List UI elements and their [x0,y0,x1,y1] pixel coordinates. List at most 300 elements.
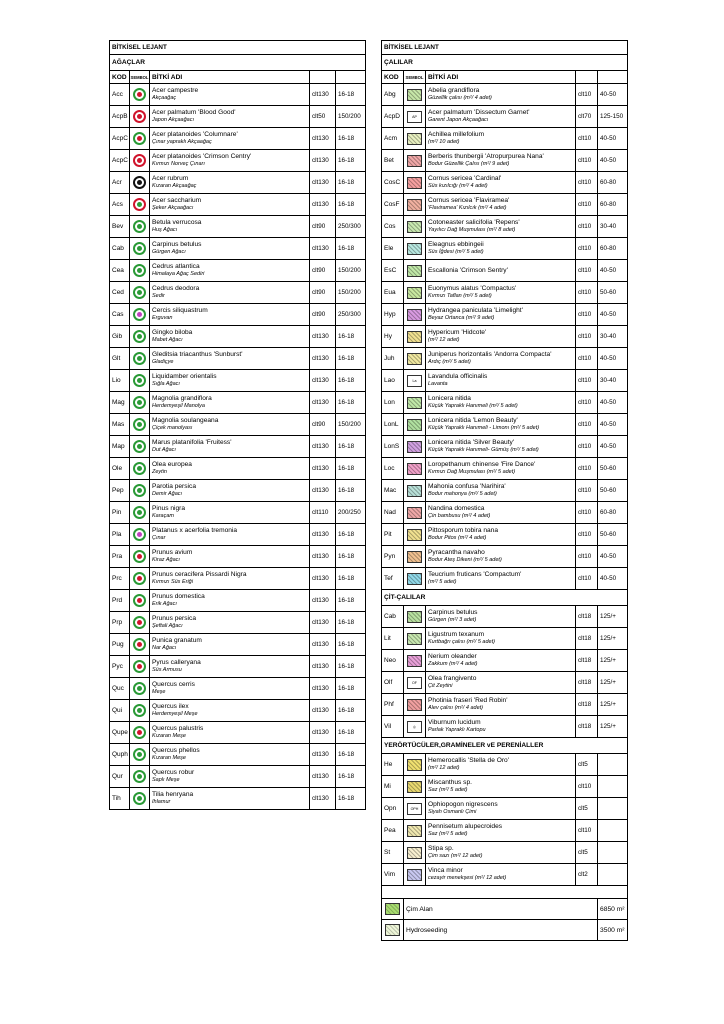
common-name: Japon Akçaağacı [152,116,194,123]
plant-name-cell [150,260,310,282]
plant-code: Mac [382,480,404,502]
tree-symbol-icon [133,154,146,167]
tree-symbol-center-icon [137,202,142,207]
plant-height: 40-50 [598,546,628,568]
plant-row [110,568,366,590]
plant-height: 16-18 [336,326,366,348]
scientific-name: Vinca minor [428,867,463,875]
plant-name-cell [426,370,576,392]
plant-code: Pin [110,502,130,524]
plant-row [110,634,366,656]
plant-symbol-cell [404,414,426,436]
plant-name-cell [150,480,310,502]
scientific-name: Eleagnus ebbingeii [428,241,484,249]
container-size: clt90 [310,304,336,326]
plant-symbol-cell [404,546,426,568]
hatch-swatch-icon [407,331,422,343]
common-name: Şeftali Ağacı [152,622,183,629]
plant-symbol-cell [404,370,426,392]
plant-height: 40-50 [598,304,628,326]
plant-height: 30-40 [598,326,628,348]
plant-name-header: BİTKİ ADI [426,71,576,84]
area-value: 3500 m² [598,920,628,941]
common-name: Çınar [152,534,166,541]
tree-symbol-center-icon [137,356,142,361]
common-name: Çiçek manolyası [152,424,193,431]
plant-code: Pla [110,524,130,546]
plant-height: 50-60 [598,480,628,502]
common-name: Parlak Yapraklı Kartopu [428,726,486,733]
plant-name-cell [150,766,310,788]
plant-symbol-icon: La [407,375,422,387]
plant-name-cell [426,150,576,172]
hatch-swatch-icon [407,529,422,541]
plant-symbol-cell [130,326,150,348]
common-name: Siyah Osmanlı Çimi [428,808,477,815]
plant-name-cell [426,568,576,590]
symbol-header: SEMBOL [130,71,150,84]
plant-name-cell [150,722,310,744]
plant-row [110,458,366,480]
plant-row [110,678,366,700]
common-name: cezayir menekşesi (m²/ 12 adet) [428,874,507,881]
common-name: Saplı Meşe [152,776,180,783]
plant-code: Mi [382,776,404,798]
tree-symbol-icon [133,506,146,519]
tree-symbol-icon [133,286,146,299]
plant-height: 40-50 [598,392,628,414]
tree-symbol-center-icon [137,444,142,449]
plant-height: 30-40 [598,370,628,392]
container-size: clt130 [310,678,336,700]
plant-row [382,458,628,480]
plant-code: LonL [382,414,404,436]
container-size: clt18 [576,716,598,738]
plant-row [382,150,628,172]
tree-symbol-center-icon [137,488,142,493]
tree-symbol-center-icon [137,554,142,559]
common-name: Kırmızı Norveç Çınarı [152,160,205,167]
plant-row [382,282,628,304]
plant-symbol-cell [404,694,426,716]
plant-height: 16-18 [336,238,366,260]
plant-code: He [382,754,404,776]
tree-symbol-icon [133,330,146,343]
tree-symbol-icon [133,748,146,761]
plant-code: Pug [110,634,130,656]
plant-symbol-cell [130,568,150,590]
plant-height: 150/200 [336,282,366,304]
plant-code: Mag [110,392,130,414]
scientific-name: Euonymus alatus 'Compactus' [428,285,517,293]
common-name: Saz (m²/ 5 adet) [428,786,468,793]
plant-symbol-cell [130,502,150,524]
plant-row [382,392,628,414]
plant-height: 125/+ [598,672,628,694]
scientific-name: Quercus robur [152,769,195,777]
container-size: clt2 [576,864,598,886]
plant-code: Lit [382,628,404,650]
plant-symbol-cell [404,606,426,628]
common-name: Sedir [152,292,165,299]
section-row [382,590,628,606]
plant-symbol-cell [404,326,426,348]
common-name: (m²/ 12 adet) [428,764,460,771]
plant-code: Pyc [110,656,130,678]
scientific-name: Miscanthus sp. [428,779,472,787]
common-name: 'Flaviramea' Kızılcık (m²/ 4 adet) [428,204,507,211]
tree-symbol-icon [133,726,146,739]
scientific-name: Acer palmatum 'Blood Good' [152,109,236,117]
plant-code: Gib [110,326,130,348]
plant-name-cell [426,326,576,348]
plant-name-cell [426,238,576,260]
tree-symbol-icon [133,616,146,629]
plant-name-cell [150,568,310,590]
hatch-swatch-icon [407,633,422,645]
plant-symbol-cell [404,282,426,304]
tree-symbol-icon [133,484,146,497]
container-size: clt10 [576,260,598,282]
container-size: clt130 [310,370,336,392]
common-name: Demir Ağacı [152,490,183,497]
area-label: Çim Alan [404,899,598,920]
kod-header: KOD [382,71,404,84]
plant-row [110,304,366,326]
scientific-name: Tilia henryana [152,791,194,799]
plant-height: 150/200 [336,260,366,282]
section-row [382,738,628,754]
container-size: clt10 [576,128,598,150]
plant-row [110,700,366,722]
plant-symbol-cell [130,304,150,326]
container-size: clt10 [576,172,598,194]
plant-symbol-cell [130,194,150,216]
scientific-name: Hemerocallis 'Stella de Oro' [428,757,509,765]
plant-height: 16-18 [336,766,366,788]
plant-symbol-cell [404,480,426,502]
common-name: Gladiçye [152,358,174,365]
plant-symbol-cell [404,216,426,238]
container-size: clt130 [310,788,336,810]
container-size: clt10 [576,348,598,370]
plant-name-cell [150,150,310,172]
kod-header: KOD [110,71,130,84]
container-size: clt130 [310,634,336,656]
plant-code: Pit [382,524,404,546]
scientific-name: Cercis siliquastrum [152,307,208,315]
plant-height: 16-18 [336,788,366,810]
common-name: Güzellik çalısı (m²/ 4 adet) [428,94,492,101]
plant-code: CosF [382,194,404,216]
plant-height: 16-18 [336,590,366,612]
common-name: Karaçam [152,512,175,519]
scientific-name: Mahonia confusa 'Narihira' [428,483,506,491]
plant-name-cell [426,716,576,738]
plant-code: AcpC [110,150,130,172]
plant-code: Quph [110,744,130,766]
plant-code: Acc [110,84,130,106]
plant-row [110,414,366,436]
common-name: Kızaran Akçaağaç [152,182,197,189]
common-name: Bodur Güzellik Çalısı (m²/ 9 adet) [428,160,510,167]
plant-height [598,820,628,842]
scientific-name: Acer campestre [152,87,199,95]
area-swatch-cell [382,899,404,920]
plant-row [382,716,628,738]
area-swatch-icon [385,924,400,936]
plant-code: Hy [382,326,404,348]
plant-code: AcpC [110,128,130,150]
scientific-name: Achillea millefolium [428,131,485,139]
plant-row [110,216,366,238]
tree-symbol-icon [133,528,146,541]
container-size: clt130 [310,84,336,106]
plant-height: 40-50 [598,414,628,436]
scientific-name: Carpinus betulus [152,241,202,249]
common-name: Kızaran Meşe [152,732,186,739]
height-header [336,71,366,84]
plant-name-cell [150,436,310,458]
plant-row [382,502,628,524]
spacer [382,886,628,899]
tree-symbol-center-icon [137,268,142,273]
plant-row [382,628,628,650]
shrubs-legend-table [381,40,628,941]
plant-name-cell [150,128,310,150]
common-name: Nar Ağacı [152,644,177,651]
hatch-swatch-icon [407,309,422,321]
plant-height: 125/+ [598,606,628,628]
scientific-name: Prunus avium [152,549,193,557]
tree-symbol-center-icon [137,730,142,735]
plant-symbol-cell [130,282,150,304]
tree-symbol-icon [133,132,146,145]
hatch-swatch-icon [407,397,422,409]
container-size: clt130 [310,238,336,260]
plant-height: 16-18 [336,150,366,172]
plant-name-cell [426,606,576,628]
common-name: Mabet Ağacı [152,336,183,343]
plant-code: Qui [110,700,130,722]
scientific-name: Escallonia 'Crimson Sentry' [428,266,508,274]
hatch-swatch-icon [407,485,422,497]
plant-code: Tef [382,568,404,590]
plant-symbol-cell [130,370,150,392]
plant-name-cell [150,788,310,810]
plant-name-cell [150,414,310,436]
plant-symbol-cell [404,392,426,414]
common-name: Ardıç (m²/ 5 adet) [428,358,471,365]
common-name: Çin bambusu (m²/ 4 adet) [428,512,491,519]
plant-symbol-cell [404,238,426,260]
plant-height: 125/+ [598,628,628,650]
plant-row [110,392,366,414]
common-name: Süs İğdesi (m²/ 5 adet) [428,248,484,255]
hatch-swatch-icon [407,825,422,837]
common-name: Çim sazı (m²/ 12 adet) [428,852,483,859]
plant-name-cell [150,656,310,678]
plant-row [110,480,366,502]
plant-height: 50-60 [598,282,628,304]
plant-symbol-cell [130,546,150,568]
plant-height: 40-50 [598,84,628,106]
section-title: ÇALILAR [382,55,628,71]
plant-height: 16-18 [336,568,366,590]
plant-name-cell [150,216,310,238]
plant-symbol-cell [404,776,426,798]
hatch-swatch-icon [407,463,422,475]
plant-symbol-cell [130,700,150,722]
tree-symbol-icon [133,418,146,431]
scientific-name: Acer saccharium [152,197,202,205]
tree-symbol-center-icon [137,774,142,779]
plant-symbol-cell [404,260,426,282]
plant-name-cell [150,700,310,722]
tree-symbol-center-icon [137,114,142,119]
scientific-name: Juniperus horizontalis 'Andorra Compacta' [428,351,552,359]
scientific-name: Gingko biloba [152,329,193,337]
plant-row [382,694,628,716]
common-name: Kiraz Ağacı [152,556,180,563]
hatch-swatch-icon [407,89,422,101]
scientific-name: Lavandula officinalis [428,373,488,381]
plant-symbol-cell [404,194,426,216]
container-size: clt10 [576,546,598,568]
container-size: clt10 [576,524,598,546]
plant-code: Prp [110,612,130,634]
plant-code: Cab [110,238,130,260]
plant-code: EsC [382,260,404,282]
container-size: clt10 [576,194,598,216]
plant-row [382,864,628,886]
plant-name-cell [426,282,576,304]
plant-height: 40-50 [598,128,628,150]
plant-code: CosC [382,172,404,194]
plant-code: Cos [382,216,404,238]
common-name: Ihlamur [152,798,171,805]
shrubs-legend-body [382,41,628,941]
plant-code: Pea [382,820,404,842]
plant-row [110,546,366,568]
plant-code: Prc [110,568,130,590]
common-name: (m²/ 10 adet) [428,138,460,145]
container-size: clt10 [576,414,598,436]
plant-symbol-cell [130,106,150,128]
plant-row [382,84,628,106]
plant-name-cell [150,106,310,128]
plant-symbol-cell [130,678,150,700]
common-name: Herdemyeşil Manolya [152,402,205,409]
common-name: Dut Ağacı [152,446,176,453]
plant-row [382,172,628,194]
container-size: clt90 [310,216,336,238]
scientific-name: Cornus sericea 'Cardinal' [428,175,502,183]
hatch-swatch-icon [407,441,422,453]
plant-name-cell [150,502,310,524]
plant-symbol-cell [130,788,150,810]
scientific-name: Pittosporum tobira nana [428,527,499,535]
plant-row [110,326,366,348]
tree-symbol-icon [133,220,146,233]
container-size: clt130 [310,766,336,788]
plant-symbol-cell [404,348,426,370]
plant-row [110,172,366,194]
plant-name-cell [426,502,576,524]
hatch-swatch-icon [407,221,422,233]
plant-row [382,776,628,798]
plant-row [382,672,628,694]
plant-height: 200/250 [336,502,366,524]
plant-height: 16-18 [336,436,366,458]
scientific-name: Pyrus calleryana [152,659,201,667]
plant-row [382,238,628,260]
plant-name-cell [426,864,576,886]
plant-row [110,502,366,524]
plant-name-cell [150,546,310,568]
plant-height: 16-18 [336,194,366,216]
plant-row [110,128,366,150]
common-name: Küçük Yapraklı Hanımeli- Gümüş (m²/ 5 adet) [428,446,539,453]
plant-height: 16-18 [336,700,366,722]
tree-symbol-icon [133,88,146,101]
area-value: 6850 m² [598,899,628,920]
container-size: clt5 [576,754,598,776]
tree-symbol-center-icon [137,686,142,691]
hatch-swatch-icon [407,611,422,623]
tree-symbol-center-icon [137,664,142,669]
plant-symbol-cell [130,656,150,678]
scientific-name: Parotia persica [152,483,196,491]
plant-row [382,606,628,628]
plant-row [110,194,366,216]
section-title-trees: AĞAÇLAR [110,55,366,71]
container-size: clt18 [576,650,598,672]
common-name: Küçük Yapraklı Hanımeli - Limonı (m²/ 5 adet) [428,424,540,431]
plant-height: 16-18 [336,458,366,480]
scientific-name: Lonicera nitida [428,395,471,403]
plant-row [110,590,366,612]
scientific-name: Magnolia grandiflora [152,395,212,403]
plant-name-cell [150,612,310,634]
common-name: Himalaya Ağaç Sediri [152,270,205,277]
hatch-swatch-icon [407,155,422,167]
plant-height: 16-18 [336,612,366,634]
tree-symbol-center-icon [137,576,142,581]
plant-code: Neo [382,650,404,672]
container-size: clt90 [310,282,336,304]
container-size: clt10 [576,480,598,502]
tree-symbol-center-icon [137,224,142,229]
plant-code: Tih [110,788,130,810]
common-name: Erguvan [152,314,173,321]
container-size: clt70 [576,106,598,128]
scientific-name: Stipa sp. [428,845,454,853]
scientific-name: Hydrangea paniculata 'Limelight' [428,307,523,315]
trees-legend-body [110,41,366,810]
scientific-name: Photinia fraseri 'Red Robin' [428,697,508,705]
plant-row [110,260,366,282]
common-name: Kırmızı Süs Eriği [152,578,193,585]
plant-code: Bev [110,216,130,238]
scientific-name: Pinus nigra [152,505,185,513]
plant-symbol-cell [130,172,150,194]
common-name: (m²/ 5 adet) [428,578,457,585]
legend-title-row [382,41,628,55]
plant-height: 16-18 [336,348,366,370]
tree-symbol-icon [133,440,146,453]
scientific-name: Quercus phellos [152,747,200,755]
